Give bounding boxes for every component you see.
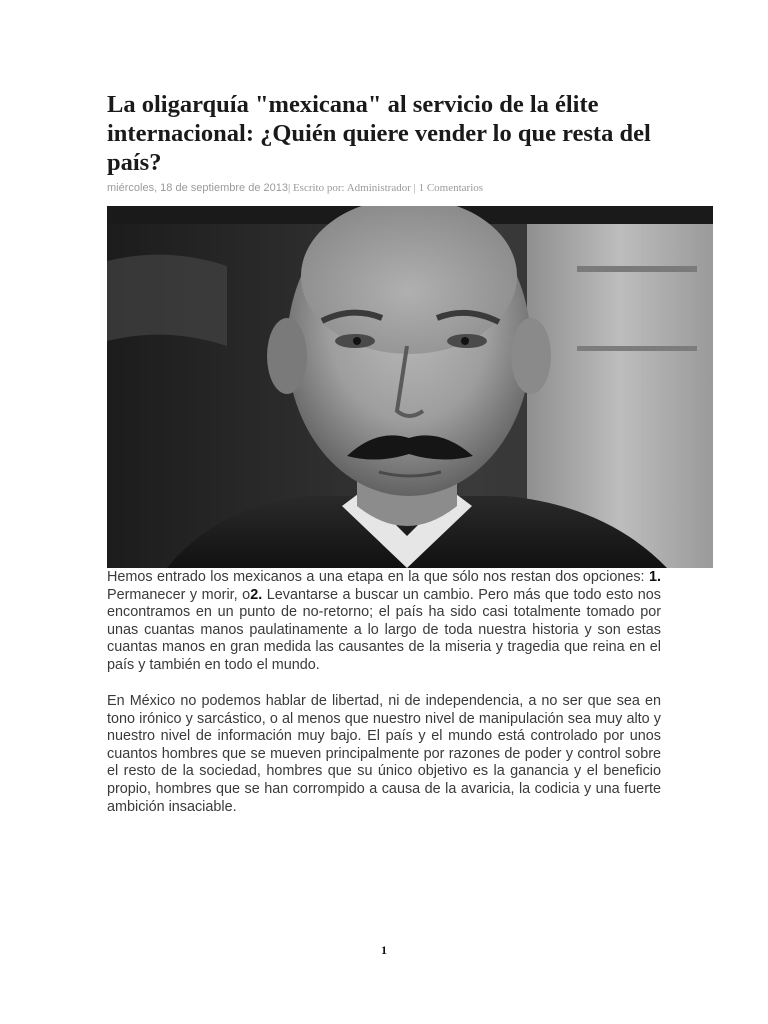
option-number: 1. — [648, 569, 661, 585]
body-paragraph — [107, 569, 661, 675]
paragraph-text: Permanecer y morir, o — [107, 586, 251, 603]
publish-date: miércoles, 18 de septiembre de 2013 — [107, 182, 288, 194]
paragraph-text: Hemos entrado los mexicanos a una etapa en la que sólo nos restan dos opciones: — [107, 569, 649, 585]
meta-separator: | — [410, 182, 419, 194]
page-number: 1 — [381, 943, 387, 957]
article-title: La oligarquía "mexicana" al servicio de la élite internacional: ¿Quién quiere vender lo que resta del país? — [107, 91, 651, 176]
article-meta — [107, 181, 707, 195]
portrait-image — [107, 206, 713, 568]
paragraph-text: Levantarse a buscar un cambio. Pero más que todo esto nos encontramos en un punto de no-retorno; el país ha sido casi totalmente tomado por unas cuantas manos paulatinamente a lo largo de toda nuestra historia y son estas cuantas manos en gran medida las causantes de la miseria y tragedia que reina en el país y también en todo el mundo. — [107, 586, 661, 673]
option-number: 2. — [250, 586, 263, 603]
body-paragraph: En México no podemos hablar de libertad, ni de independencia, a no ser que sea en tono irónico y sarcástico, o al menos que nuestro nivel de manipulación sea muy alto y nuestro nivel de información muy bajo. El país y el mundo está controlado por unos cuantos hombres que se mueven principalmente por razones de poder y control sobre el resto de la sociedad, hombres que su único objetivo es la ganancia y el beneficio propio, hombres que se han corrompido a causa de la avaricia, la codicia y una fuerte ambición insaciable. — [107, 693, 661, 815]
comments-count: 1 Comentarios — [418, 182, 484, 194]
portrait-photo — [107, 206, 713, 568]
meta-separator: | — [288, 182, 293, 194]
author-line: Escrito por: Administrador — [292, 182, 411, 194]
